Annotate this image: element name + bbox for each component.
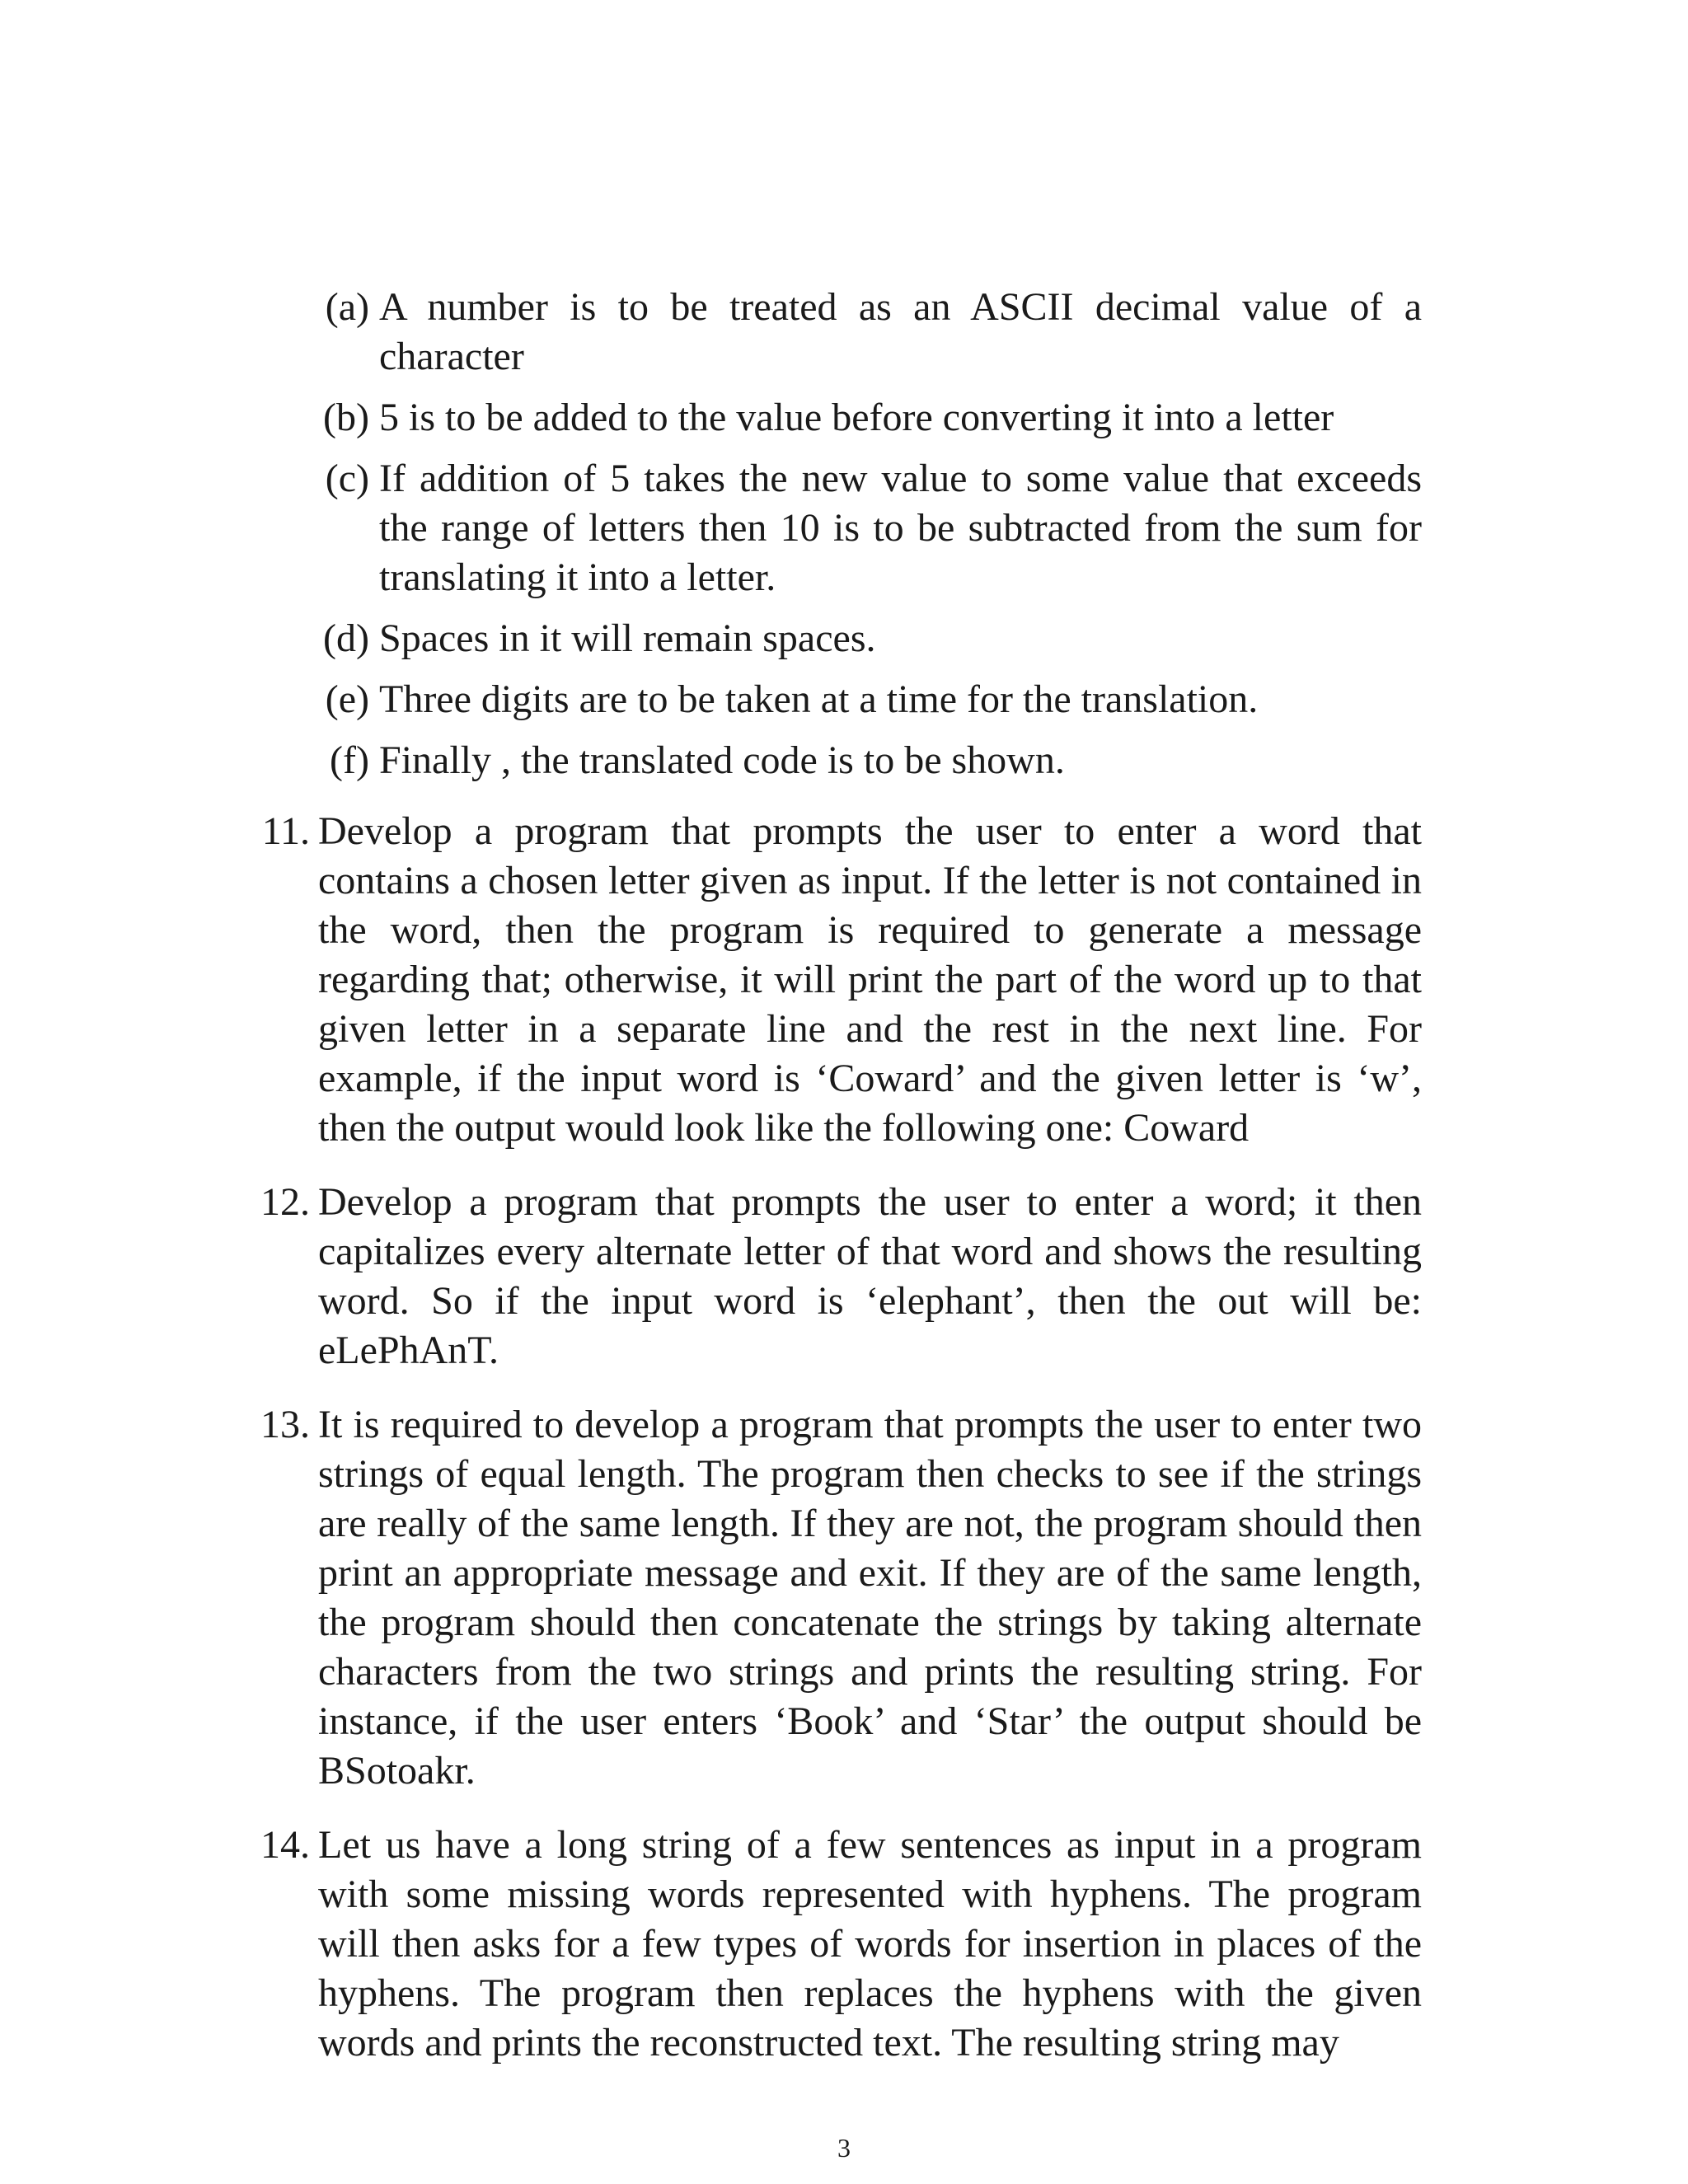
sub-item-marker: (b): [323, 396, 369, 439]
list-item-number: 14.: [260, 1823, 310, 1867]
sub-item-d: [247, 614, 1422, 663]
sub-item-marker: (f): [330, 738, 369, 782]
page-content: [247, 283, 1422, 2093]
list-item-number: 13.: [260, 1403, 310, 1446]
list-item-number: 11.: [261, 809, 310, 853]
list-item-text: Develop a program that prompts the user to enter a word that contains a chosen letter given as input. If the letter is not contained in the word, then the program is required to generate a message regarding that; otherwise, it will print the part of the word up to that given letter in a separate line and the rest in the next line. For example, if the input word is ‘Coward’ and the given letter is ‘w’, then the output would look like the following one: Coward: [318, 809, 1422, 1150]
sub-item-a: [247, 283, 1422, 382]
sub-item-marker: (a): [325, 285, 369, 329]
list-item-text: It is required to develop a program that prompts the user to enter two strings of equal length. The program then checks to see if the strings are really of the same length. If they are not, the program should then print an appropriate message and exit. If they are of the same length, the program should then concatenate the strings by taking alternate characters from the two strings and prints the resulting string. For instance, if the user enters ‘Book’ and ‘Star’ the output should be BSotoakr.: [318, 1403, 1422, 1793]
list-item-12: [247, 1178, 1422, 1376]
sub-item-marker: (e): [325, 677, 369, 721]
list-item-text: Develop a program that prompts the user to enter a word; it then capitalizes every alternate letter of that word and shows the resulting word. So if the input word is ‘elephant’, then the out will be: eLePhAnT.: [318, 1180, 1422, 1372]
list-item-number: 12.: [260, 1180, 310, 1224]
list-item-14: [247, 1821, 1422, 2068]
sub-list: [247, 283, 1422, 785]
sub-item-c: [247, 454, 1422, 602]
list-item-13: [247, 1400, 1422, 1796]
sub-item-text: Spaces in it will remain spaces.: [379, 616, 876, 660]
list-item-11: [247, 807, 1422, 1153]
sub-item-text: If addition of 5 takes the new value to some value that exceeds the range of letters then 10 is to be subtracted from the sum for translating it into a letter.: [379, 457, 1422, 599]
sub-item-text: 5 is to be added to the value before converting it into a letter: [379, 396, 1334, 439]
sub-item-marker: (c): [325, 457, 369, 500]
sub-item-b: [247, 393, 1422, 443]
sub-item-f: [247, 736, 1422, 785]
sub-item-text: Three digits are to be taken at a time for the translation.: [379, 677, 1259, 721]
sub-item-text: A number is to be treated as an ASCII decimal value of a character: [379, 285, 1422, 378]
page-number: 3: [837, 2133, 851, 2163]
sub-item-text: Finally , the translated code is to be shown.: [379, 738, 1065, 782]
list-item-text: Let us have a long string of a few sentences as input in a program with some missing words represented with hyphens. The program will then asks for a few types of words for insertion in places of the hyphens. The program then replaces the hyphens with the given words and prints the reconstructed text. The resulting string may: [318, 1823, 1422, 2064]
sub-item-marker: (d): [323, 616, 369, 660]
sub-item-e: [247, 675, 1422, 724]
main-list: [247, 807, 1422, 2068]
